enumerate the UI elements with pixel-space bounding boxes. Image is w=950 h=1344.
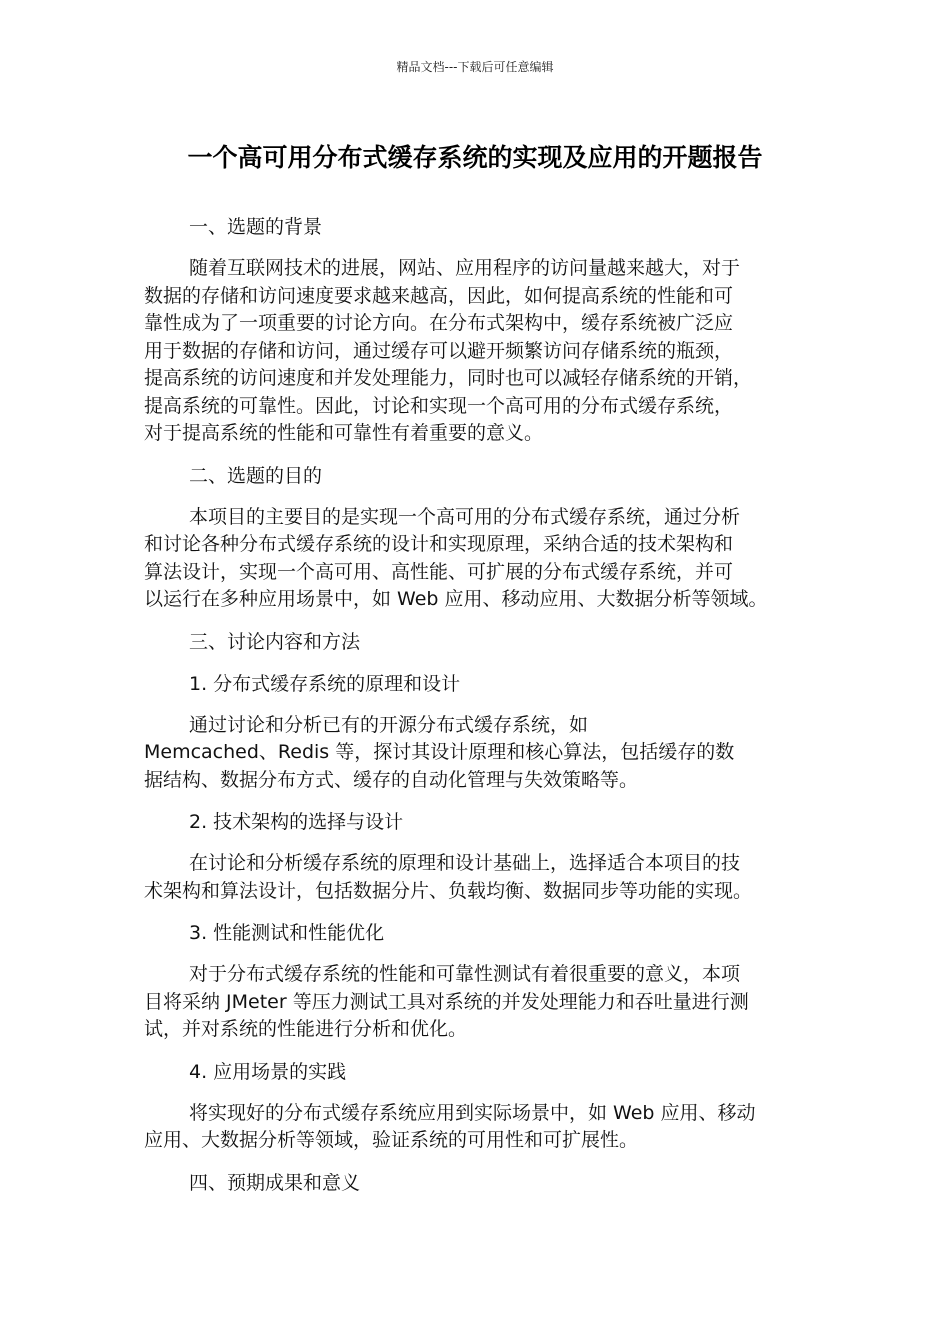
document-title: 一个高可用分布式缓存系统的实现及应用的开题报告 [187,143,763,172]
section-heading-purpose: 二、选题的目的 [189,464,323,487]
section-heading-content: 三、讨论内容和方法 [189,630,361,653]
subsection-heading-1: 1. 分布式缓存系统的原理和设计 [189,672,461,695]
paragraph-purpose: 本项目的主要目的是实现一个高可用的分布式缓存系统，通过分析 和讨论各种分布式缓存系统的设计和实现原理，采纳合适的技术架构和 算法设计，实现一个高可用、高性能、可扩展的分布式缓存系统，并可 以运行在多种应用场景中，如 Web 应用、移动应用、大数据分析等领域。 [144,505,768,610]
section-heading-outcome: 四、预期成果和意义 [189,1171,361,1194]
document-body [144,213,812,1211]
paragraph-item-4: 将实现好的分布式缓存系统应用到实际场景中，如 Web 应用、移动 应用、大数据分析等领域，验证系统的可用性和可扩展性。 [144,1101,756,1151]
header-note: 精品文档---下载后可任意编辑 [396,60,554,74]
subsection-heading-4: 4. 应用场景的实践 [189,1060,347,1083]
subsection-heading-3: 3. 性能测试和性能优化 [189,922,385,944]
paragraph-item-1: 通过讨论和分析已有的开源分布式缓存系统，如 Memcached、Redis 等，探讨其设计原理和核心算法，包括缓存的数 据结构、数据分布方式、缓存的自动化管理与失效策略等。 [144,713,735,791]
paragraph-item-2: 在讨论和分析缓存系统的原理和设计基础上，选择适合本项目的技 术架构和算法设计，包括数据分片、负载均衡、数据同步等功能的实现。 [144,852,753,902]
subsection-heading-2: 2. 技术架构的选择与设计 [189,811,404,833]
paragraph-item-3: 对于分布式缓存系统的性能和可靠性测试有着很重要的意义，本项 目将采纳 JMeter 等压力测试工具对系统的并发处理能力和吞吐量进行测 试，并对系统的性能进行分析和优化。 [144,963,749,1040]
section-heading-background: 一、选题的背景 [189,216,323,238]
paragraph-background: 随着互联网技术的进展，网站、应用程序的访问量越来越大，对于 数据的存储和访问速度要求越来越高，因此，如何提高系统的性能和可 靠性成为了一项重要的讨论方向。在分布式架构中，缓存系统被广泛应 用于数据的存储和访问，通过缓存可以避开频繁访问存储系统的瓶颈， 提高系统的访问速度和并发处理能力，同时也可以减轻存储系统的开销， 提高系统的可靠性。因此，讨论和实现一个高可用的分布式缓存系统， 对于提高系统的性能和可靠性有着重要的意义。 [144,257,753,444]
